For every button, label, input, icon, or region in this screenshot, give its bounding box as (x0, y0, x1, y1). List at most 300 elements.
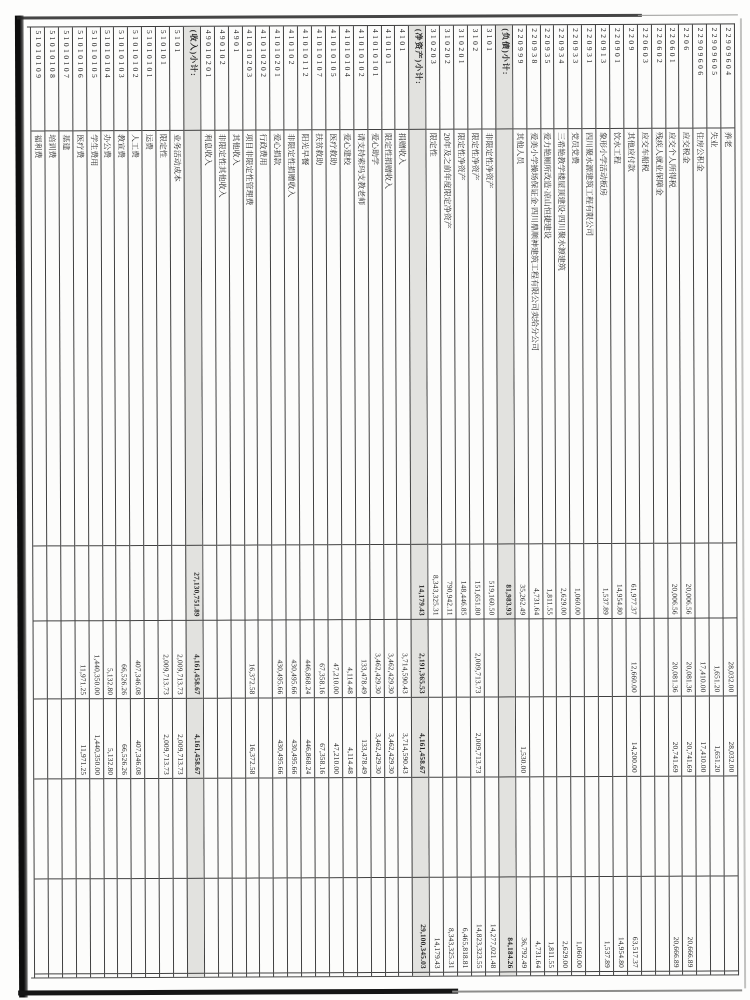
amount-col4-cell (188, 879, 204, 974)
account-name-cell: 福利费 (32, 131, 47, 546)
amount-col2-cell (429, 620, 442, 698)
scan-edge-left (15, 16, 28, 998)
account-balance-table (27, 23, 739, 978)
amount-col2-cell: 16,372.58 (245, 621, 258, 699)
account-code-cell: 220934 (554, 25, 567, 129)
amount-col3-cell (499, 697, 515, 777)
account-code-cell: 220931 (582, 25, 595, 129)
amount-col3-cell (485, 697, 498, 777)
amount-col1-cell: 61,977.37 (626, 544, 639, 619)
account-name-cell: 饮水工程 (610, 129, 625, 544)
account-code-cell: 51010106 (73, 27, 86, 131)
amount-col4-cell (641, 877, 654, 972)
amount-col3-cell (585, 697, 598, 777)
amount-col2-cell (443, 620, 456, 698)
account-name-cell: 基建 (59, 131, 74, 546)
account-name-cell: 20年及之前年度限定净资产 (441, 130, 456, 545)
amount-col2-cell: 1,651.20 (710, 618, 723, 696)
blank-col-cell (724, 776, 737, 876)
amount-col4-cell (76, 879, 89, 974)
blank-col-cell (655, 777, 668, 877)
amount-col4-cell (49, 879, 62, 974)
amount-col3-cell (34, 699, 47, 779)
account-code-cell: 41010104 (340, 26, 353, 130)
account-name-cell: 爱心捐款 (271, 130, 286, 545)
amount-col2-cell: 3,462,429.30 (370, 620, 383, 698)
blank-col-cell (430, 778, 443, 878)
amount-col2-cell: 4,161,458.67 (186, 621, 202, 699)
amount-col4-cell: 14,277,021.48 (486, 877, 499, 972)
amount-col1-cell: 14,179.43 (411, 545, 427, 620)
amount-col1-cell: 27,130,751.89 (186, 546, 202, 621)
amount-col4-cell (725, 876, 738, 971)
amount-col1-cell (117, 546, 130, 621)
amount-col3-cell (259, 698, 272, 778)
amount-col2-cell (543, 619, 556, 697)
account-code-cell: 51010104 (101, 27, 114, 131)
account-name-cell (184, 131, 202, 546)
amount-col4-cell (697, 877, 710, 972)
amount-col3-cell (204, 699, 217, 779)
blank-col-cell (132, 779, 145, 879)
blank-col-cell (669, 777, 682, 877)
amount-col4-cell: 4,731.64 (530, 877, 543, 972)
blank-col-cell (544, 777, 557, 877)
account-code-cell: 220933 (568, 25, 581, 129)
amount-col2-cell (498, 619, 514, 697)
account-code-cell: 410102 (284, 26, 297, 130)
amount-col4-cell: 20,666.89 (669, 877, 682, 972)
amount-col1-cell: 35,262.49 (515, 544, 528, 619)
amount-col3-cell: 1,651.20 (710, 696, 723, 776)
account-code-cell: 22909604 (721, 24, 734, 128)
amount-col2-cell: 446,868.24 (301, 620, 314, 698)
account-name-cell: 人工费 (129, 131, 144, 546)
amount-col1-cell (696, 544, 709, 619)
amount-col1-cell (300, 545, 313, 620)
amount-col3-cell: 1,530.00 (516, 697, 529, 777)
amount-col1-cell: 20,006.56 (668, 544, 681, 619)
blank-col-cell (385, 778, 398, 878)
amount-col1-cell: 81,983.93 (498, 544, 514, 619)
amount-col2-cell: 2,009,713.73 (159, 621, 172, 699)
account-code-cell: 220601 (665, 25, 678, 129)
blank-col-cell (357, 778, 370, 878)
amount-col2-cell: 12,660.00 (626, 619, 639, 697)
amount-col1-cell: 14,954.80 (612, 544, 625, 619)
account-code-cell: (收入)小计: (184, 27, 200, 131)
blank-col-cell (274, 778, 287, 878)
amount-col3-cell: 17,410.00 (696, 697, 709, 777)
amount-col3-cell: 20,741.69 (682, 697, 695, 777)
amount-col1-cell (89, 546, 102, 621)
account-code-cell: 220901 (610, 25, 623, 129)
account-code-cell: 220935 (540, 25, 553, 129)
amount-col3-cell: 407,346.08 (131, 699, 144, 779)
amount-col4-cell (343, 878, 356, 973)
blank-col-cell (187, 779, 203, 879)
amount-col4-cell: 36,792.49 (516, 877, 529, 972)
account-name-cell (410, 130, 428, 545)
account-code-cell: 510101 (156, 27, 169, 131)
account-code-cell: (净资产)小计: (409, 26, 425, 130)
amount-col1-cell (370, 545, 383, 620)
amount-col3-cell: 3,462,429.30 (384, 698, 397, 778)
amount-col1-cell (144, 546, 157, 621)
amount-col4-cell (146, 879, 159, 974)
blank-col-cell (585, 777, 598, 877)
amount-col2-cell (613, 619, 626, 697)
account-name-cell: 捐赠收入 (396, 130, 411, 545)
account-name-cell: 其他应付款 (624, 129, 639, 544)
amount-col1-cell: 1,537.89 (598, 544, 611, 619)
account-code-cell: 41010102 (354, 26, 367, 130)
amount-col4-cell (104, 879, 117, 974)
amount-col2-cell: 1,440,350.00 (89, 621, 102, 699)
amount-col2-cell (457, 620, 470, 698)
blank-col-cell (457, 778, 470, 878)
amount-col2-cell: 133,478.49 (356, 620, 369, 698)
blank-col-cell (159, 779, 172, 879)
account-name-cell: 教宣费 (115, 131, 130, 546)
blank-col-cell (627, 777, 640, 877)
account-name-cell: 培训费 (45, 131, 60, 546)
account-code-cell: 410101 (381, 26, 394, 130)
blank-col-cell (530, 777, 543, 877)
amount-col3-cell: 66,526.26 (117, 699, 130, 779)
account-code-cell: 490102 (215, 27, 228, 131)
blank-col-cell (48, 779, 61, 879)
amount-col4-cell (174, 879, 187, 974)
amount-col2-cell: 5,132.80 (103, 621, 116, 699)
blank-col-cell (301, 778, 314, 878)
amount-col1-cell (709, 543, 722, 618)
amount-col2-cell: 67,358.16 (315, 620, 328, 698)
blank-col-cell (76, 779, 89, 879)
amount-col2-cell (259, 620, 272, 698)
amount-col3-cell (599, 697, 612, 777)
account-code-cell: 22909605 (707, 24, 720, 128)
amount-col2-cell (203, 621, 216, 699)
amount-col1-cell: 8,343,325.31 (428, 545, 441, 620)
blank-col-cell (399, 778, 412, 878)
account-name-cell: 项目非限定性管理费 (243, 131, 258, 546)
amount-col2-cell: 3,714,590.43 (398, 620, 411, 698)
account-code-cell: 41010107 (312, 26, 325, 130)
account-code-cell: 310201 (454, 26, 467, 130)
amount-col4-cell (288, 878, 301, 973)
amount-col1-cell (217, 546, 230, 621)
amount-col1-cell: 1,060.00 (571, 544, 584, 619)
amount-col4-cell (357, 878, 370, 973)
amount-col3-cell: 1,440,350.00 (90, 699, 103, 779)
account-name-cell: 扶贫救助 (312, 130, 327, 545)
amount-col4-cell: 2,629.00 (558, 877, 571, 972)
blank-col-cell (558, 777, 571, 877)
amount-col1-cell (654, 544, 667, 619)
blank-col-cell (710, 776, 723, 876)
amount-col3-cell (655, 697, 668, 777)
amount-col4-cell (586, 877, 599, 972)
account-code-cell: 310202 (440, 26, 453, 130)
amount-col1-cell (33, 546, 46, 621)
amount-col4-cell: 20,666.89 (683, 877, 696, 972)
amount-col1-cell (640, 544, 653, 619)
amount-col3-cell: 2,009,713.73 (159, 699, 172, 779)
account-name-cell: 爱心建校 (340, 130, 355, 545)
amount-col3-cell (443, 698, 456, 778)
blank-col-cell (572, 777, 585, 877)
account-name-cell: 学生费用 (87, 131, 102, 546)
amount-col2-cell: 430,495.66 (273, 620, 286, 698)
account-code-cell: 310203 (426, 26, 439, 130)
account-code-cell: 41010101 (368, 26, 381, 130)
amount-col3-cell: 4,161,458.67 (412, 698, 428, 778)
amount-col4-cell (655, 877, 668, 972)
amount-col3-cell (429, 698, 442, 778)
account-name-cell: 非限定性净资产 (482, 129, 497, 544)
amount-col1-cell: 20,006.56 (682, 544, 695, 619)
blank-col-cell (683, 777, 696, 877)
amount-col2-cell: 2,009,713.73 (173, 621, 186, 699)
amount-col4-cell (118, 879, 131, 974)
amount-col3-cell: 446,868.24 (301, 698, 314, 778)
account-code-cell: 41010203 (243, 27, 256, 131)
blank-col-cell (413, 778, 429, 878)
amount-col4-cell: 63,517.37 (628, 877, 641, 972)
amount-col3-cell: 133,478.49 (357, 698, 370, 778)
amount-col3-cell (530, 697, 543, 777)
account-name-cell: 非限定性捐赠收入 (285, 130, 300, 545)
amount-col2-cell: 3,462,429.30 (384, 620, 397, 698)
account-code-cell: 220999 (513, 25, 526, 129)
blank-col-cell (204, 779, 217, 879)
account-name-cell: 非限定性其他收入 (215, 131, 230, 546)
account-code-cell: 41010202 (256, 26, 269, 130)
amount-col4-cell (246, 879, 259, 974)
amount-col2-cell: 4,114.48 (342, 620, 355, 698)
amount-col3-cell: 3,714,590.43 (398, 698, 411, 778)
account-code-cell: 22909606 (693, 25, 706, 129)
amount-col2-cell (48, 621, 61, 699)
amount-col3-cell: 67,358.16 (315, 698, 328, 778)
amount-col3-cell (145, 699, 158, 779)
scan-edge-bottom-faint (452, 989, 742, 992)
amount-col4-cell: 6,465,818.81 (458, 878, 471, 973)
account-code-cell: 220603 (638, 25, 651, 129)
blank-col-cell (329, 778, 342, 878)
account-name-cell: 失业 (708, 128, 723, 543)
amount-col3-cell: 3,462,429.30 (370, 698, 383, 778)
amount-col1-cell (398, 545, 411, 620)
blank-col-cell (641, 777, 654, 877)
amount-col4-cell (35, 879, 48, 974)
account-code-cell: 3102 (468, 26, 481, 130)
amount-col4-cell (232, 879, 245, 974)
amount-col4-cell: 8,343,325.31 (444, 878, 457, 973)
account-name-cell: 请支持索玛支教老师 (354, 130, 369, 545)
blank-col-cell (315, 778, 328, 878)
scan-edge-top (17, 14, 642, 20)
account-name-cell: 利息收入 (201, 131, 216, 546)
amount-col2-cell (231, 621, 244, 699)
amount-col3-cell (232, 699, 245, 779)
account-name-cell: 应交税金 (680, 129, 695, 544)
amount-col3-cell (218, 699, 231, 779)
amount-col1-cell: 519,160.50 (484, 544, 497, 619)
account-name-cell: 限定性 (427, 130, 442, 545)
amount-col3-cell: 2,009,713.73 (173, 699, 186, 779)
amount-col2-cell: 407,346.08 (131, 621, 144, 699)
amount-col3-cell (62, 699, 75, 779)
blank-col-cell (104, 779, 117, 879)
account-name-cell: 限定性 (157, 131, 172, 546)
amount-col1-cell: 1,811.55 (543, 544, 556, 619)
amount-col1-cell (356, 545, 369, 620)
amount-col4-cell (260, 878, 273, 973)
account-code-cell: 49010201 (201, 27, 214, 131)
account-name-cell: 爱美小学操场保证金·四川鼎顺神建筑工程有限公司卖给分公司 (527, 129, 542, 544)
account-name-cell: 其他人员 (513, 129, 528, 544)
account-name-cell: 象形小学活动板房 (596, 129, 611, 544)
account-code-cell: 41010112 (298, 26, 311, 130)
blank-col-cell (516, 777, 529, 877)
account-code-cell: 51010103 (114, 27, 127, 131)
account-name-cell: 医疗费 (73, 131, 88, 546)
account-name-cell: 养老 (721, 128, 736, 543)
amount-col4-cell (399, 878, 412, 973)
blank-col-cell (90, 779, 103, 879)
account-name-cell: 医疗救助 (326, 130, 341, 545)
amount-col4-cell: 14,179.43 (430, 878, 443, 973)
amount-col1-cell: 790,942.11 (442, 545, 455, 620)
amount-col3-cell: 4,114.48 (343, 698, 356, 778)
blank-col-cell (246, 779, 259, 879)
account-name-cell: 限定性捐赠收入 (382, 130, 397, 545)
amount-col2-cell (34, 621, 47, 699)
scan-edge-bottom (18, 989, 458, 996)
account-code-cell: 51010105 (87, 27, 100, 131)
amount-col4-cell: 29,100,345.03 (413, 878, 429, 973)
blank-col-cell (697, 777, 710, 877)
amount-col1-cell: 2,629.00 (557, 544, 570, 619)
amount-col2-cell: 2,191,365.53 (412, 620, 428, 698)
amount-col3-cell: 16,372.58 (245, 699, 258, 779)
amount-col3-cell: 5,132.80 (103, 699, 116, 779)
blank-col-cell (471, 778, 484, 878)
amount-col1-cell: 151,651.80 (470, 545, 483, 620)
amount-col1-cell (172, 546, 185, 621)
amount-col3-cell (543, 697, 556, 777)
amount-col2-cell: 20,081.36 (682, 619, 695, 697)
amount-col3-cell (457, 698, 470, 778)
amount-col2-cell (515, 619, 528, 697)
amount-col3-cell: 28,032.00 (724, 696, 737, 776)
amount-col2-cell (484, 619, 497, 697)
account-code-cell: 2206 (679, 25, 692, 129)
table-body (30, 24, 738, 977)
amount-col4-cell: 1,060.00 (572, 877, 585, 972)
blank-col-cell (485, 777, 498, 877)
amount-col2-cell: 17,410.00 (696, 619, 709, 697)
amount-col1-cell (245, 546, 258, 621)
amount-col2-cell (599, 619, 612, 697)
blank-col-cell (443, 778, 456, 878)
blank-col-cell (613, 777, 626, 877)
account-code-cell: 2209 (624, 25, 637, 129)
amount-col3-cell: 2,009,713.73 (471, 698, 484, 778)
amount-col3-cell (557, 697, 570, 777)
amount-col1-cell (75, 546, 88, 621)
amount-col3-cell: 430,495.66 (273, 698, 286, 778)
amount-col4-cell: 1,811.55 (544, 877, 557, 972)
amount-col3-cell: 430,495.66 (287, 698, 300, 778)
account-name-cell: 业务活动成本 (170, 131, 185, 546)
scan-edge-top-faint (638, 14, 738, 15)
blank-col-cell (34, 779, 47, 879)
account-code-cell: 51010108 (45, 27, 58, 131)
account-name-cell: 运费 (143, 131, 158, 546)
account-code-cell: 220913 (596, 25, 609, 129)
account-code-cell: 220602 (652, 25, 665, 129)
amount-col1-cell (47, 546, 60, 621)
amount-col4-cell: 84,184.26 (499, 877, 515, 972)
blank-col-cell (62, 779, 75, 879)
amount-col3-cell: 11,971.25 (76, 699, 89, 779)
amount-col2-cell (145, 621, 158, 699)
amount-col2-cell: 28,032.00 (724, 618, 737, 696)
amount-col3-cell: 20,741.69 (668, 697, 681, 777)
amount-col4-cell (711, 876, 724, 971)
amount-col1-cell (314, 545, 327, 620)
account-name-cell: 党员党费 (569, 129, 584, 544)
amount-col1-cell (273, 545, 286, 620)
amount-col2-cell (571, 619, 584, 697)
account-name-cell (496, 129, 514, 544)
amount-col4-cell (63, 879, 76, 974)
account-code-cell: 41010201 (270, 26, 283, 130)
amount-col3-cell (48, 699, 61, 779)
account-name-cell: 应交车船税 (638, 129, 653, 544)
amount-col1-cell (103, 546, 116, 621)
amount-col1-cell (723, 543, 736, 618)
account-name-cell: 四川聚水源建筑工程有限公司 (583, 129, 598, 544)
account-name-cell: 其他收入 (229, 131, 244, 546)
amount-col1-cell (158, 546, 171, 621)
blank-col-cell (232, 779, 245, 879)
account-code-cell: 51010109 (31, 27, 44, 131)
amount-col2-cell: 47,210.00 (328, 620, 341, 698)
amount-col3-cell: 4,161,458.67 (187, 699, 203, 779)
amount-col2-cell: 66,526.26 (117, 621, 130, 699)
amount-col2-cell (217, 621, 230, 699)
account-code-cell: 51010101 (142, 27, 155, 131)
account-code-cell: 5101 (170, 27, 183, 131)
amount-col4-cell (316, 878, 329, 973)
blank-col-cell (343, 778, 356, 878)
amount-col1-cell: 4,731.64 (529, 544, 542, 619)
account-name-cell: 办公费 (101, 131, 116, 546)
amount-col4-cell (160, 879, 173, 974)
amount-col1-cell: 148,446.85 (456, 545, 469, 620)
amount-col1-cell (231, 546, 244, 621)
amount-col1-cell (203, 546, 216, 621)
amount-col2-cell (61, 621, 74, 699)
account-code-cell: 51010107 (59, 27, 72, 131)
account-code-cell: 220938 (527, 25, 540, 129)
amount-col4-cell: 14,823,323.55 (472, 878, 485, 973)
amount-col2-cell: 11,971.25 (75, 621, 88, 699)
